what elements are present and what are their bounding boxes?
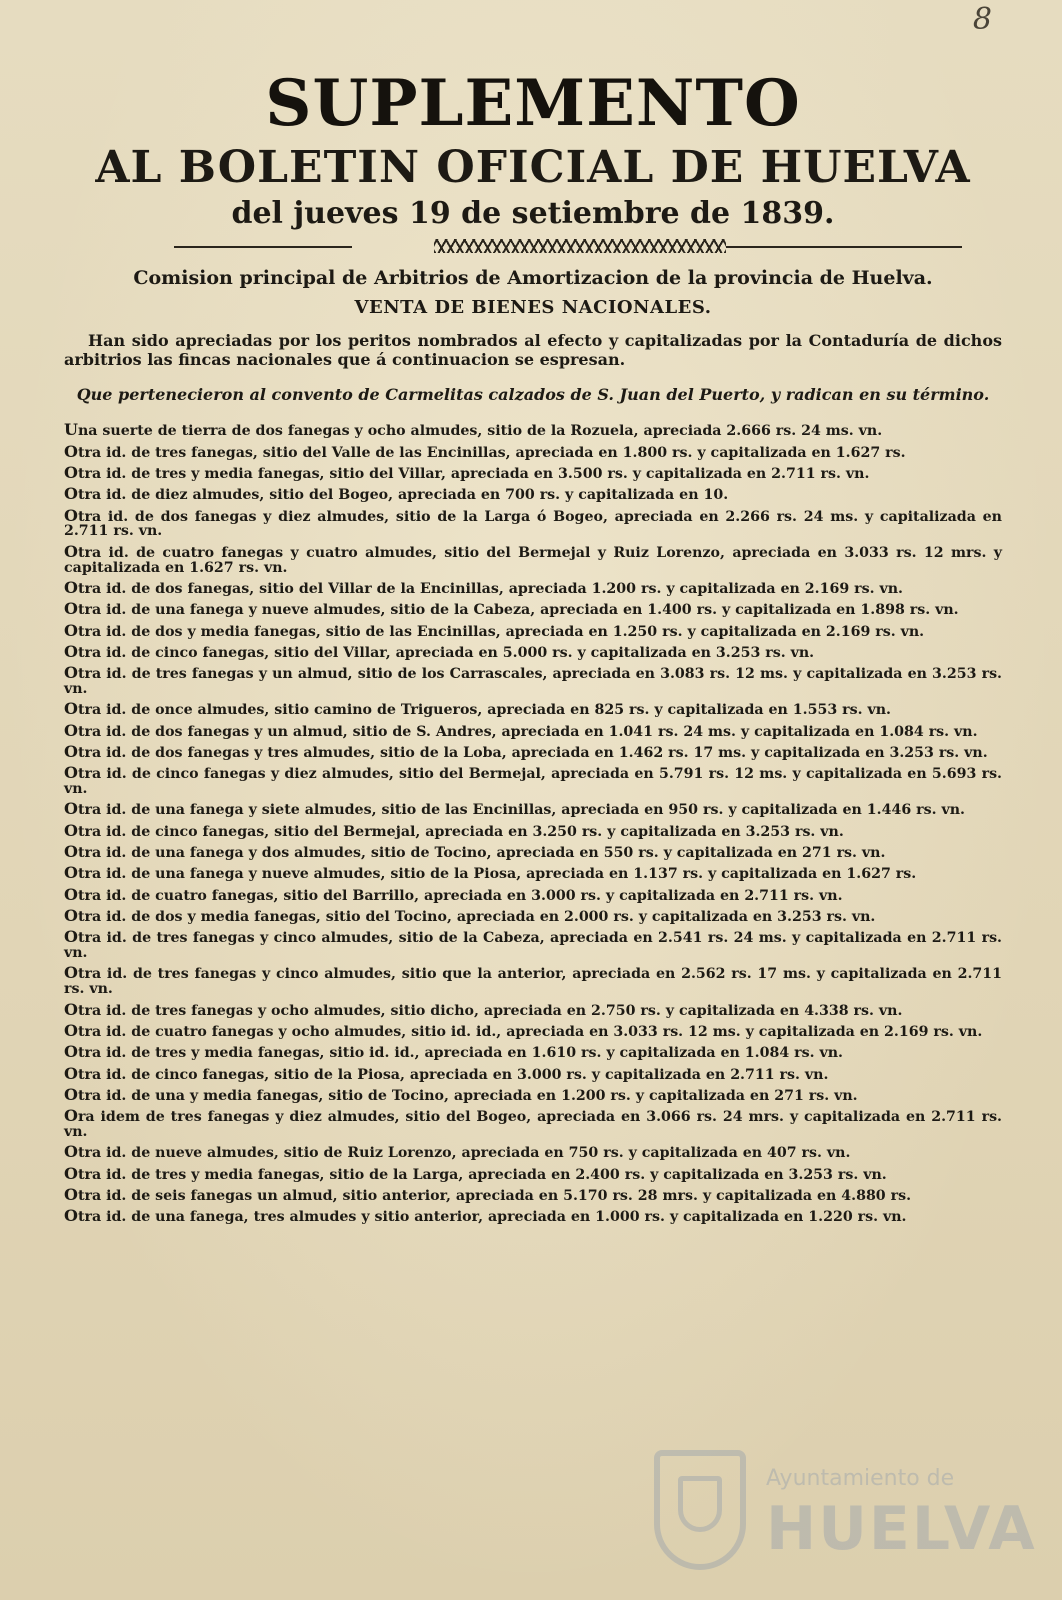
document-title: SUPLEMENTO <box>265 66 801 141</box>
property-entry: Otra id. de seis fanegas un almud, sitio anterior, apreciada en 5.170 rs. 28 mrs. y capitalizada en 4.880 rs. <box>64 1184 912 1204</box>
property-entry: Otra id. de tres y media fanegas, sitio de la Larga, apreciada en 2.400 rs. y capitalizada en 3.253 rs. vn. <box>64 1163 887 1183</box>
property-entry: Otra id. de cinco fanegas, sitio del Villar, apreciada en 5.000 rs. y capitalizada en 3.253 rs. vn. <box>64 641 815 661</box>
handwritten-page-number: 8 <box>972 2 992 37</box>
coat-of-arms-icon <box>654 1450 746 1570</box>
property-entry: Otra id. de dos fanegas y diez almudes, sitio de la Larga ó Bogeo, apreciada en 2.266 rs. 24 ms. y capitalizada en 2.711 rs. vn. <box>64 505 1002 540</box>
divider-line-right <box>726 246 962 248</box>
property-entry: Otra id. de cinco fanegas y diez almudes, sitio del Bermejal, apreciada en 5.791 rs. 12 ms. y capitalizada en 5.693 rs. vn. <box>64 763 1002 798</box>
property-entry: Otra id. de dos fanegas y tres almudes, sitio de la Loba, apreciada en 1.462 rs. 17 ms. y capitalizada en 3.253 rs. vn. <box>64 741 988 761</box>
property-entry: Otra id. de cuatro fanegas, sitio del Barrillo, apreciada en 3.000 rs. y capitalizada en 2.711 rs. vn. <box>64 884 843 904</box>
intro-paragraph: Han sido apreciadas por los peritos nombrados al efecto y capitalizadas por la Contaduría de dichos arbitrios las fincas nacionales que á continuacion se espresan. <box>64 331 1002 369</box>
section-heading: VENTA DE BIENES NACIONALES. <box>354 297 712 319</box>
property-entry: Otra id. de tres fanegas y un almud, sitio de los Carrascales, apreciada en 3.083 rs. 12 ms. y capitalizada en 3.253 rs. vn. <box>64 663 1002 698</box>
property-entry: Otra id. de una fanega y siete almudes, sitio de las Encinillas, apreciada en 950 rs. y capitalizada en 1.446 rs. vn. <box>64 799 965 819</box>
divider-line-left <box>174 246 352 248</box>
property-entry: Otra id. de cuatro fanegas y cuatro almudes, sitio del Bermejal y Ruiz Lorenzo, apreciada en 3.033 rs. 12 mrs. y capitalizada en 1.627 rs. vn. <box>64 541 1002 576</box>
divider-ornament <box>434 239 726 253</box>
property-entry: Otra id. de cinco fanegas, sitio de la Piosa, apreciada en 3.000 rs. y capitalizada en 2.711 rs. vn. <box>64 1063 829 1083</box>
property-entry: Otra id. de dos y media fanegas, sitio de las Encinillas, apreciada en 1.250 rs. y capitalizada en 2.169 rs. vn. <box>64 620 925 640</box>
property-entry: Otra id. de dos fanegas, sitio del Villar de la Encinillas, apreciada 1.200 rs. y capitalizada en 2.169 rs. vn. <box>64 577 903 597</box>
property-entry: Otra id. de cinco fanegas, sitio del Bermejal, apreciada en 3.250 rs. y capitalizada en 3.253 rs. vn. <box>64 820 844 840</box>
property-entry: Otra id. de tres y media fanegas, sitio del Villar, apreciada en 3.500 rs. y capitalizada en 2.711 rs. vn. <box>64 462 870 482</box>
property-entry: Otra id. de cuatro fanegas y ocho almudes, sitio id. id., apreciada en 3.033 rs. 12 ms. y capitalizada en 2.169 rs. vn. <box>64 1020 983 1040</box>
document-subtitle: AL BOLETIN OFICIAL DE HUELVA <box>95 142 971 193</box>
property-entry: Otra id. de una fanega, tres almudes y sitio anterior, apreciada en 1.000 rs. y capitalizada en 1.220 rs. vn. <box>64 1206 907 1226</box>
property-entry: Otra id. de dos y media fanegas, sitio del Tocino, apreciada en 2.000 rs. y capitalizada en 3.253 rs. vn. <box>64 905 876 925</box>
property-entry: Otra id. de nueve almudes, sitio de Ruiz Lorenzo, apreciada en 750 rs. y capitalizada en 407 rs. vn. <box>64 1142 851 1162</box>
property-entry: Ora idem de tres fanegas y diez almudes, sitio del Bogeo, apreciada en 3.066 rs. 24 mrs. y capitalizada en 2.711 rs. vn. <box>64 1106 1002 1141</box>
property-entry: Otra id. de once almudes, sitio camino de Trigueros, apreciada en 825 rs. y capitalizada en 1.553 rs. vn. <box>64 699 891 719</box>
watermark-line-2: HUELVA <box>766 1494 1037 1564</box>
archive-watermark <box>648 1440 1037 1580</box>
property-entry: Una suerte de tierra de dos fanegas y ocho almudes, sitio de la Rozuela, apreciada 2.666 rs. 24 ms. vn. <box>64 420 883 440</box>
property-entry: Otra id. de una fanega y nueve almudes, sitio de la Piosa, apreciada en 1.137 rs. y capitalizada en 1.627 rs. <box>64 863 917 883</box>
property-entry: Otra id. de tres fanegas y ocho almudes, sitio dicho, apreciada en 2.750 rs. y capitalizada en 4.338 rs. vn. <box>64 999 903 1019</box>
property-entry: Otra id. de una y media fanegas, sitio de Tocino, apreciada en 1.200 rs. y capitalizada en 271 rs. vn. <box>64 1084 858 1104</box>
watermark-line-1: Ayuntamiento de <box>766 1466 955 1491</box>
property-entry: Otra id. de una fanega y dos almudes, sitio de Tocino, apreciada en 550 rs. y capitalizada en 271 rs. vn. <box>64 842 886 862</box>
property-entry: Otra id. de dos fanegas y un almud, sitio de S. Andres, apreciada en 1.041 rs. 24 ms. y capitalizada en 1.084 rs. vn. <box>64 720 978 740</box>
property-entry: Otra id. de tres fanegas, sitio del Valle de las Encinillas, apreciada en 1.800 rs. y capitalizada en 1.627 rs. <box>64 441 906 461</box>
property-entry: Otra id. de tres y media fanegas, sitio id. id., apreciada en 1.610 rs. y capitalizada en 1.084 rs. vn. <box>64 1042 843 1062</box>
document-date: del jueves 19 de setiembre de 1839. <box>231 196 835 232</box>
property-list <box>64 422 1002 1225</box>
property-entry: Otra id. de tres fanegas y cinco almudes, sitio de la Cabeza, apreciada en 2.541 rs. 24 ms. y capitalizada en 2.711 rs. vn. <box>64 927 1002 962</box>
origin-paragraph: Que pertenecieron al convento de Carmelitas calzados de S. Juan del Puerto, y radican en su término. <box>76 385 990 405</box>
commission-heading: Comision principal de Arbitrios de Amortizacion de la provincia de Huelva. <box>133 267 933 290</box>
ornamental-divider <box>64 239 1002 255</box>
property-entry: Otra id. de diez almudes, sitio del Bogeo, apreciada en 700 rs. y capitalizada en 10. <box>64 484 729 504</box>
property-entry: Otra id. de tres fanegas y cinco almudes, sitio que la anterior, apreciada en 2.562 rs. 17 ms. y capitalizada en 2.711 rs. vn. <box>64 963 1002 998</box>
property-entry: Otra id. de una fanega y nueve almudes, sitio de la Cabeza, apreciada en 1.400 rs. y capitalizada en 1.898 rs. vn. <box>64 599 959 619</box>
